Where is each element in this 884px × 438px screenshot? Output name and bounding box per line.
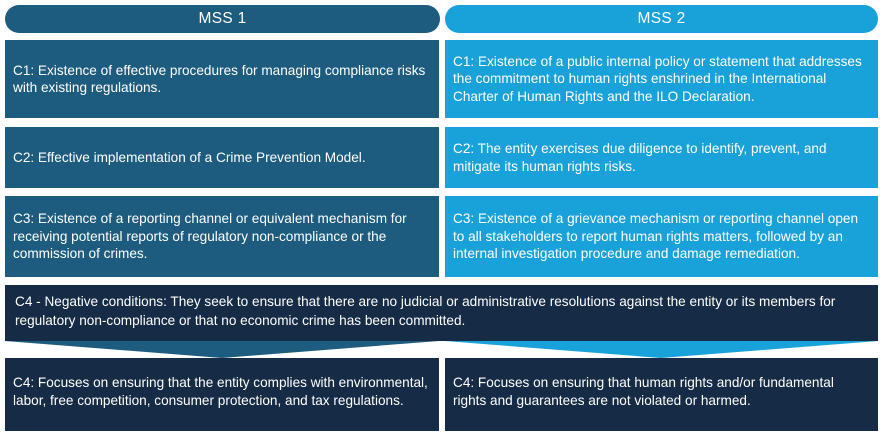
mss2-pointer-arrow [445,341,878,358]
mss1-c1-text: C1: Existence of effective procedures for managing compliance risks with existing regulations. [13,62,426,95]
mss1-c2-text: C2: Effective implementation of a Crime Prevention Model. [13,149,366,165]
mss2-c1-text: C1: Existence of a public internal policy or statement that addresses the commitment to human rights enshrined in the International Charter of Human Rights and the ILO Declaration. [453,53,862,104]
mss1-header: MSS 1 [5,5,440,33]
mss2-c4-box [445,358,878,431]
mss2-c4-text: C4: Focuses on ensuring that human rights and/or fundamental rights and guarantees are not violated or harmed. [453,375,834,408]
mss1-pointer-arrow [5,341,439,358]
mss1-c4-text: C4: Focuses on ensuring that the entity complies with environmental, labor, free competition, consumer protection, and tax regulations. [13,375,428,408]
mss2-header: MSS 2 [445,5,878,33]
mss1-c3-text: C3: Existence of a reporting channel or equivalent mechanism for receiving potential reports of regulatory non-compliance or the commission of crimes. [13,211,407,262]
mss1-c4-box [5,358,439,431]
c4-banner-text: C4 - Negative conditions: They seek to ensure that there are no judicial or administrative resolutions against the entity or its members for regulatory non-compliance or that no economic crime has been committed. [15,294,836,328]
mss2-c2-text: C2: The entity exercises due diligence to identify, prevent, and mitigate its human rights risks. [453,141,827,174]
mss2-c3-text: C3: Existence of a grievance mechanism or reporting channel open to all stakeholders to report human rights matters, followed by an internal investigation procedure and damage remediation. [453,211,859,262]
